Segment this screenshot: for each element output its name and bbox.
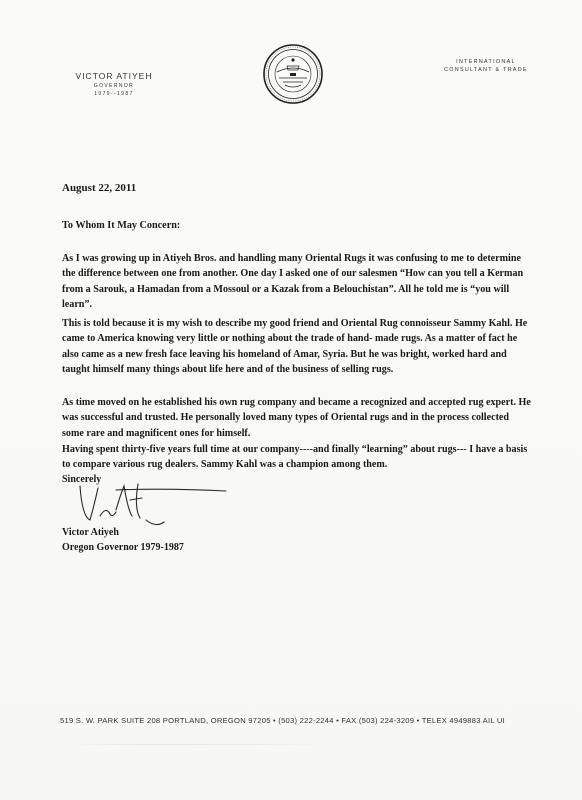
footer-rule [70,744,330,745]
paragraph-1: As I was growing up in Atiyeh Bros. and handling many Oriental Rugs it was confusing to me to determine the difference between one from another. One day I asked one of our salesmen “How can you tell a Kerman from a Sarouk, a Hamadan from a Mossoul or a Kazak from a Belouchistan”. All he told me is “you will learn”. [62,253,524,311]
letterhead-years: 1979--1987 [94,90,134,97]
letterhead-right [430,59,542,74]
letter-date: August 22, 2011 [62,182,137,194]
paragraph-3: As time moved on he established his own rug company and became a recognized and accepted rug expert. He was successful and trusted. He personally loved many types of Oriental rugs and in the process collected some rare and magnificent ones for himself. [62,397,531,439]
signer-name: Victor Atiyeh [62,527,119,538]
paragraph-2: This is told because it is my wish to describe my good friend and Oriental Rug connoisseur Sammy Kahl. He came to America knowing very little or nothing about the trade of hand- made rugs. As a matter of fact he also came as a new fresh face leaving his homeland of Amar, Syria. But he was bright, worked hard and taught himself many things about life here and of the business of selling rugs. [62,318,528,376]
letterhead-left [58,72,170,97]
handwritten-signature [76,476,236,532]
signer-title: Oregon Governor 1979-1987 [62,542,184,553]
letterhead-name: VICTOR ATIYEH [75,71,153,81]
letterhead-title: GOVERNOR [93,82,135,89]
letterhead-right-line1: INTERNATIONAL [456,59,516,65]
letterhead-footer: 519 S. W. PARK SUITE 208 PORTLAND, OREGON 97205 • (503) 222-2244 • FAX (503) 224-3209 • TELEX 4949883 AIL UI [60,716,505,725]
state-seal-icon [263,44,323,104]
paragraph-4: Having spent thirty-five years full time at our company----and finally “learning” about rugs--- I have a basis to compare various rug dealers. Sammy Kahl was a champion among them. [62,444,528,471]
letterhead-right-line2: CONSULTANT & TRADE [444,66,528,73]
closing: Sincerely [62,474,102,485]
salutation: To Whom It May Concern: [62,220,181,231]
